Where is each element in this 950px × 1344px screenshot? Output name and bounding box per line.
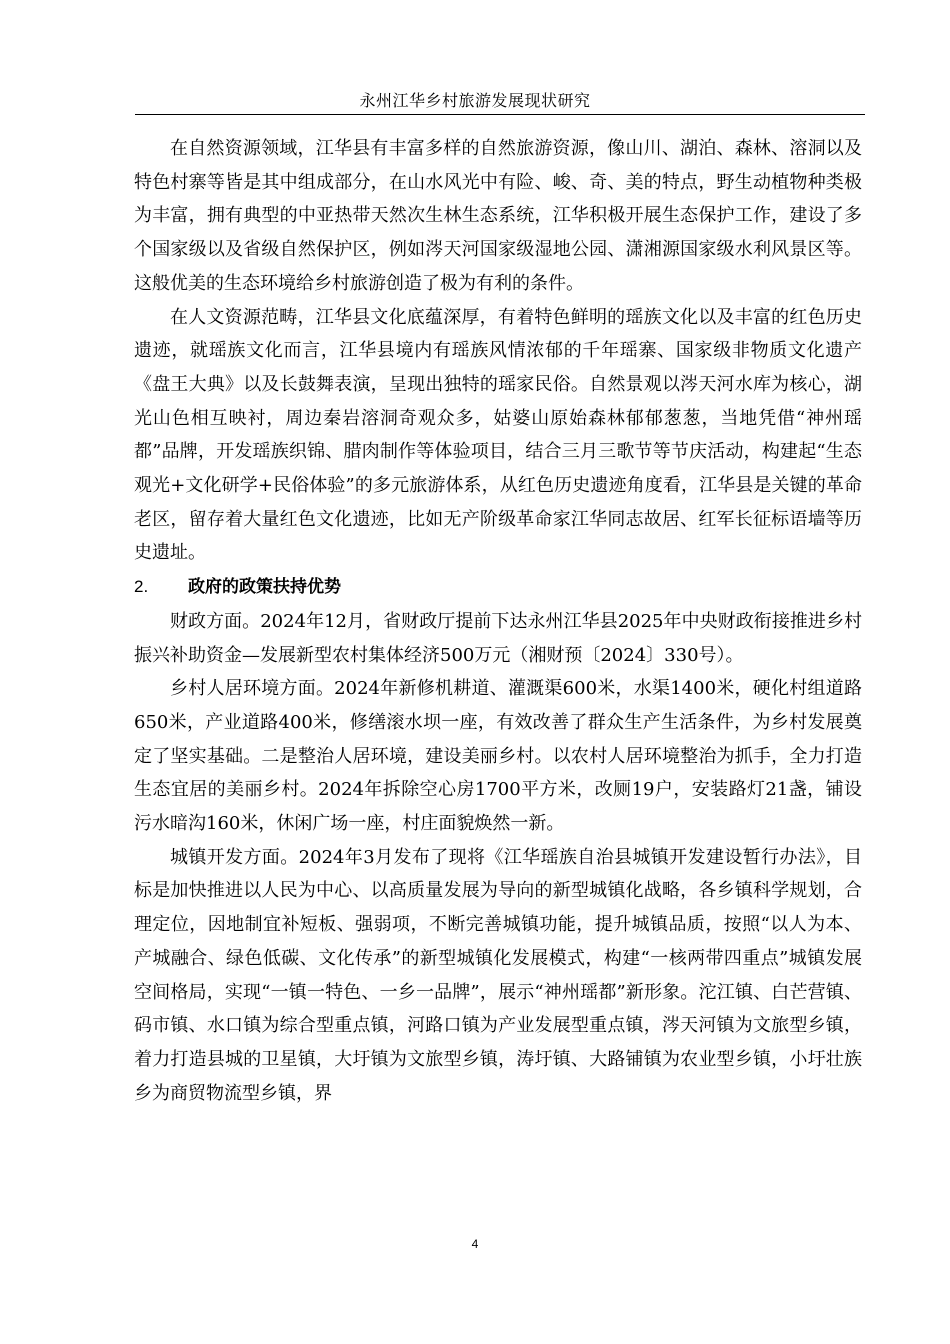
paragraph-natural-resources: 在自然资源领域，江华县有丰富多样的自然旅游资源，像山川、湖泊、森林、溶洞以及特色村寨等皆是其中组成部分，在山水风光中有险、峻、奇、美的特点，野生动植物种类极为丰富，拥有典型的中亚热带天然次生林生态系统，江华积极开展生态保护工作，建设了多个国家级以及省级自然保护区，例如涔天河国家级湿地公园、潇湘源国家级水利风景区等。这般优美的生态环境给乡村旅游创造了极为有利的条件。 (134, 138, 862, 294)
paragraph-town-development: 城镇开发方面。2024年3月发布了现将《江华瑶族自治县城镇开发建设暂行办法》，目标是加快推进以人民为中心、以高质量发展为导向的新型城镇化战略，各乡镇科学规划，合理定位，因地制宜补短板、强弱项，不断完善城镇功能，提升城镇品质，按照“以人为本、产城融合、绿色低碳、文化传承”的新型城镇化发展模式，构建“一核两带四重点”城镇发展空间格局，实现“一镇一特色、一乡一品牌”，展示“神州瑶都”新形象。沱江镇、白芒营镇、码市镇、水口镇为综合型重点镇，河路口镇为产业发展型重点镇，涔天河镇为文旅型乡镇，着力打造县城的卫星镇，大圩镇为文旅型乡镇，涛圩镇、大路铺镇为农业型乡镇，小圩壮族乡为商贸物流型乡镇，界 (134, 846, 862, 1104)
paragraph-finance: 财政方面。2024年12月，省财政厅提前下达永州江华县2025年中央财政衔接推进乡村振兴补助资金—发展新型农村集体经济500万元（湘财预〔2024〕330号）。 (134, 610, 862, 666)
running-header-title: 永州江华乡村旅游发展现状研究 (359, 91, 591, 110)
body-text (134, 132, 862, 1110)
paragraph-cultural-resources: 在人文资源范畴，江华县文化底蕴深厚，有着特色鲜明的瑶族文化以及丰富的红色历史遗迹，就瑶族文化而言，江华县境内有瑶族风情浓郁的千年瑶寨、国家级非物质文化遗产《盘王大典》以及长鼓舞表演，呈现出独特的瑶家民俗。自然景观以涔天河水库为核心，湖光山色相互映衬，周边秦岩溶洞奇观众多，姑婆山原始森林郁郁葱葱，当地凭借“神州瑶都”品牌，开发瑶族织锦、腊肉制作等体验项目，结合三月三歌节等节庆活动，构建起“生态观光+文化研学+民俗体验”的多元旅游体系，从红色历史遗迹角度看，江华县是关键的革命老区，留存着大量红色文化遗迹，比如无产阶级革命家江华同志故居、红军长征标语墙等历史遗址。 (134, 306, 862, 564)
header-rule (135, 114, 865, 115)
paragraph-living-environment: 乡村人居环境方面。2024年新修机耕道、灌溉渠600米，水渠1400米，硬化村组道路650米，产业道路400米，修缮滚水坝一座，有效改善了群众生产生活条件，为乡村发展奠定了坚实基础。二是整治人居环境，建设美丽乡村。以农村人居环境整治为抓手，全力打造生态宜居的美丽乡村。2024年拆除空心房1700平方米，改厕19户，安装路灯21盏，铺设污水暗沟160米，休闲广场一座，村庄面貌焕然一新。 (134, 678, 862, 835)
section-number: 2. (134, 577, 149, 597)
page-number: 4 (471, 1237, 479, 1251)
section-title: 政府的政策扶持优势 (188, 577, 341, 598)
section-heading (134, 570, 862, 605)
